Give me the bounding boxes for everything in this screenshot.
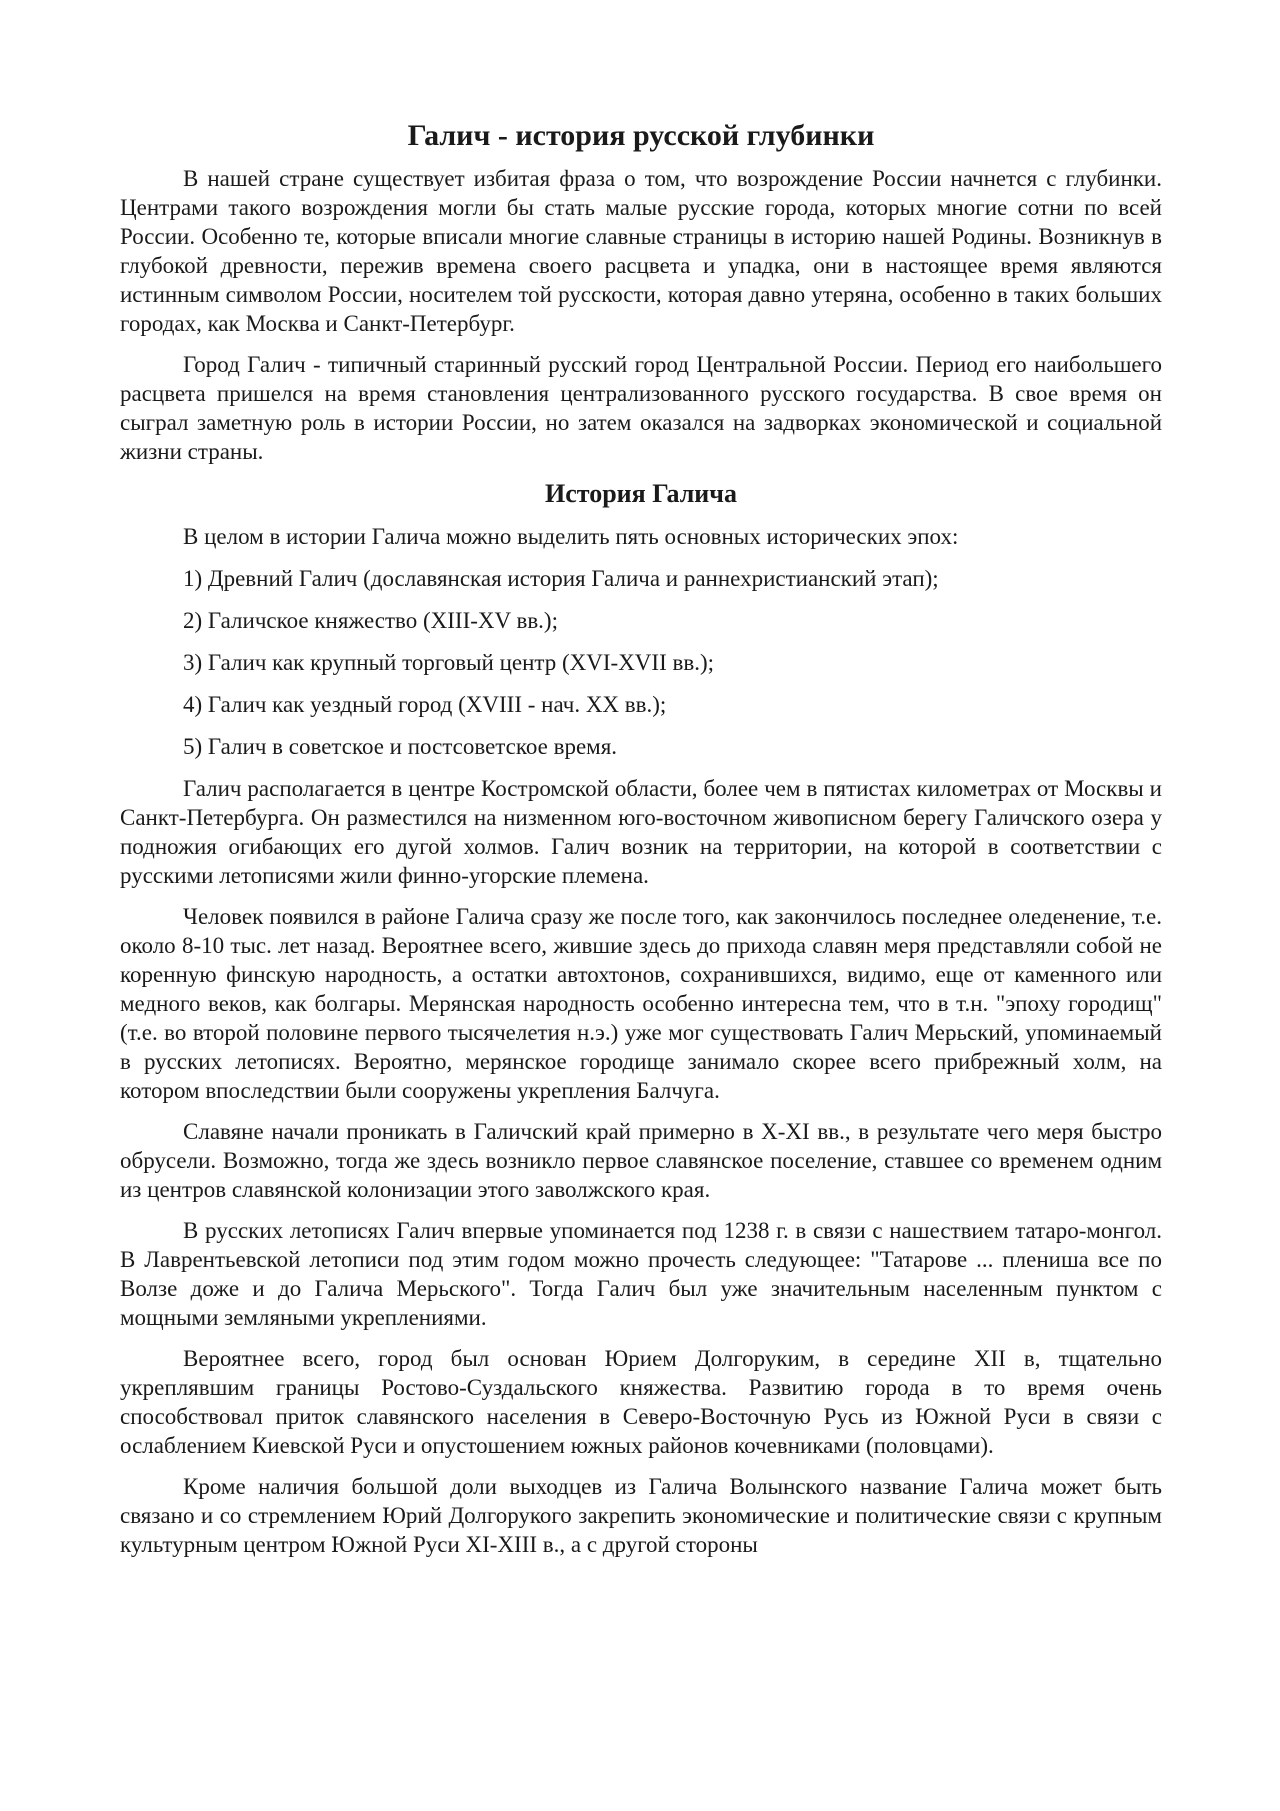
- epochs-intro: В целом в истории Галича можно выделить пять основных исторических эпох:: [183, 524, 959, 549]
- body-paragraph-slavs: Славяне начали проникать в Галичский край примерно в X-XI вв., в результате чего меря быстро обрусели. Возможно, тогда же здесь возникло первое славянское поселение, ставшее со временем одним из центров славянской колонизации этого заволжского края.: [120, 1119, 1162, 1202]
- body-paragraph-name-origin: Кроме наличия большой доли выходцев из Галича Волынского название Галича может быть связано и со стремлением Юрий Долгорукого закрепить экономические и политические связи с крупным культурным центром Южной Руси XI-XIII в., а с другой стороны: [120, 1474, 1162, 1557]
- page-title: Галич - история русской глубинки: [407, 119, 875, 152]
- list-item: 1) Древний Галич (дославянская история Галича и раннехристианский этап);: [183, 566, 939, 591]
- body-paragraph-location: Галич располагается в центре Костромской области, более чем в пятистах километрах от Москвы и Санкт-Петербурга. Он разместился на низменном юго-восточном живописном берегу Галичского озера у подножия огибающих его дугой холмов. Галич возник на территории, на которой в соответствии с русскими летописями жили финно-угорские племена.: [120, 776, 1162, 888]
- list-item: 3) Галич как крупный торговый центр (XVI-XVII вв.);: [183, 650, 714, 675]
- list-item: 4) Галич как уездный город (XVIII - нач. XX вв.);: [183, 692, 667, 717]
- list-item: 2) Галичское княжество (XIII-XV вв.);: [183, 608, 558, 633]
- body-paragraph-early-settlement: Человек появился в районе Галича сразу же после того, как закончилось последнее оледенение, т.е. около 8-10 тыс. лет назад. Вероятнее всего, жившие здесь до прихода славян меря представляли собой не коренную финскую народность, а остатки автохтонов, сохранившихся, видимо, еще от каменного или медного веков, как болгары. Мерянская народность особенно интересна тем, что в т.н. "эпоху городищ" (т.е. во второй половине первого тысячелетия н.э.) уже мог существовать Галич Мерьский, упоминаемый в русских летописях. Вероятно, мерянское городище занимало скорее всего прибрежный холм, на котором впоследствии были сооружены укрепления Балчуга.: [120, 904, 1162, 1103]
- intro-paragraph-1: В нашей стране существует избитая фраза о том, что возрождение России начнется с глубинки. Центрами такого возрождения могли бы стать малые русские города, которых многие сотни по всей России. Особенно те, которые вписали многие славные страницы в историю нашей Родины. Возникнув в глубокой древности, пережив времена своего расцвета и упадка, они в настоящее время являются истинным символом России, носителем той русскости, которая давно утеряна, особенно в таких больших городах, как Москва и Санкт-Петербург.: [120, 166, 1162, 336]
- body-paragraph-founding: Вероятнее всего, город был основан Юрием Долгоруким, в середине XII в, тщательно укреплявшим границы Ростово-Суздальского княжества. Развитию города в то время очень способствовал приток славянского населения в Северо-Восточную Русь из Южной Руси в связи с ослаблением Киевской Руси и опустошением южных районов кочевниками (половцами).: [120, 1346, 1162, 1458]
- section-heading: История Галича: [545, 479, 737, 508]
- body-paragraph-chronicles: В русских летописях Галич впервые упоминается под 1238 г. в связи с нашествием татаро-монгол. В Лаврентьевской летописи под этим годом можно прочесть следующее: "Татарове ... плениша все по Волзе доже и до Галича Мерьского". Тогда Галич был уже значительным населенным пунктом с мощными земляными укреплениями.: [120, 1218, 1162, 1330]
- epochs-list: [120, 522, 1162, 761]
- intro-paragraph-2: Город Галич - типичный старинный русский город Центральной России. Период его наибольшего расцвета пришелся на время становления централизованного русского государства. В свое время он сыграл заметную роль в истории России, но затем оказался на задворках экономической и социальной жизни страны.: [120, 352, 1162, 464]
- list-item: 5) Галич в советское и постсоветское время.: [183, 734, 618, 759]
